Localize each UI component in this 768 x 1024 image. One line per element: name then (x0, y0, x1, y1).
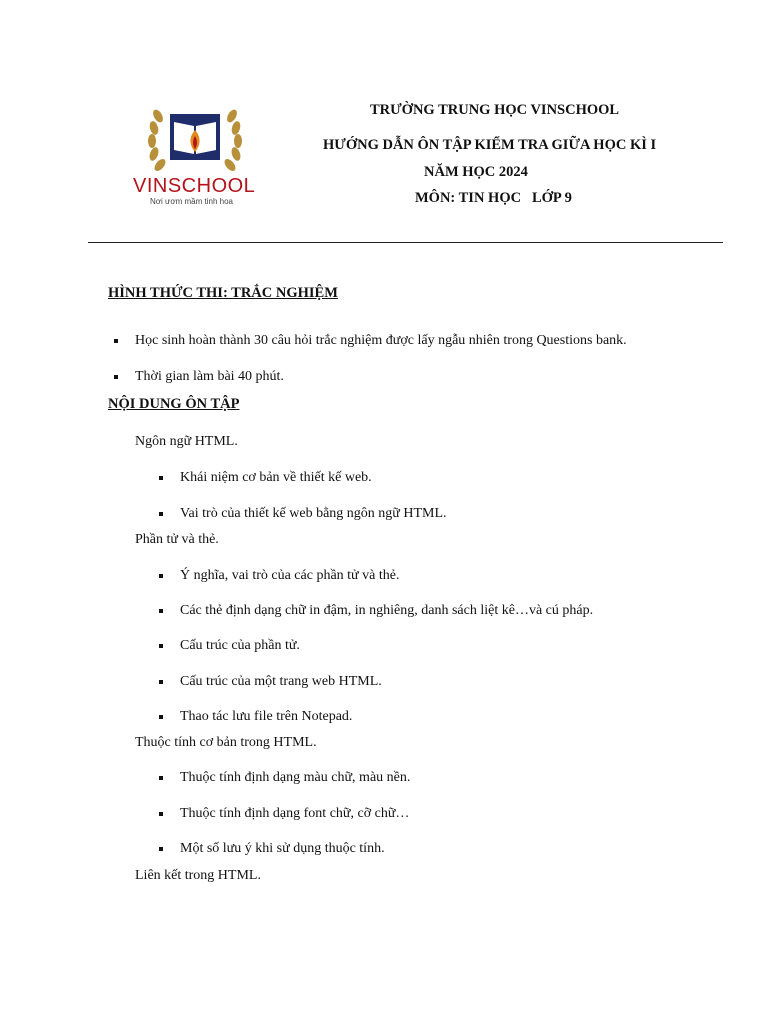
list-item: Các thẻ định dạng chữ in đậm, in nghiêng, danh sách liệt kê…và cú pháp. (180, 603, 594, 618)
bullet-icon (159, 715, 163, 719)
logo-slogan: Nơi ươm mầm tinh hoa (150, 197, 233, 206)
list-item: Vai trò của thiết kế web bằng ngôn ngữ HTML. (180, 506, 447, 521)
topic-title: Ngôn ngữ HTML. (135, 434, 238, 449)
school-name: TRƯỜNG TRUNG HỌC VINSCHOOL (370, 102, 620, 118)
bullet-icon (114, 375, 118, 379)
list-item: Thuộc tính định dạng font chữ, cỡ chữ… (180, 806, 410, 821)
list-item: Học sinh hoàn thành 30 câu hỏi trắc nghiệm được lấy ngẫu nhiên trong Questions bank. (135, 333, 627, 348)
list-item: Thuộc tính định dạng màu chữ, màu nền. (180, 770, 411, 785)
bullet-icon (159, 512, 163, 516)
list-item: Ý nghĩa, vai trò của các phần tử và thẻ. (180, 568, 400, 583)
list-item: Thời gian làm bài 40 phút. (135, 369, 284, 384)
bullet-icon (159, 680, 163, 684)
bullet-icon (159, 609, 163, 613)
bullet-icon (159, 776, 163, 780)
bullet-icon (159, 812, 163, 816)
list-item: Cấu trúc của phần tử. (180, 638, 300, 653)
content-heading: NỘI DUNG ÔN TẬP (108, 396, 240, 412)
logo-brand: VINSCHOOL (133, 175, 256, 197)
bullet-icon (159, 847, 163, 851)
subject-grade: MÔN: TIN HỌC LỚP 9 (415, 190, 572, 206)
bullet-icon (114, 339, 118, 343)
topic-title: Liên kết trong HTML. (135, 868, 261, 883)
bullet-icon (159, 476, 163, 480)
book-icon (170, 114, 220, 160)
list-item: Cấu trúc của một trang web HTML. (180, 674, 382, 689)
header-divider (88, 242, 723, 243)
document-title: HƯỚNG DẪN ÔN TẬP KIỂM TRA GIỮA HỌC KÌ I (323, 137, 657, 153)
topic-title: Thuộc tính cơ bản trong HTML. (135, 735, 317, 750)
list-item: Thao tác lưu file trên Notepad. (180, 709, 353, 724)
list-item: Một số lưu ý khi sử dụng thuộc tính. (180, 841, 385, 856)
list-item: Khái niệm cơ bản về thiết kế web. (180, 470, 372, 485)
exam-format-heading: HÌNH THỨC THI: TRẮC NGHIỆM (108, 285, 338, 301)
school-year: NĂM HỌC 2024 (424, 164, 528, 180)
bullet-icon (159, 644, 163, 648)
bullet-icon (159, 574, 163, 578)
topic-title: Phần tử và thẻ. (135, 532, 219, 547)
